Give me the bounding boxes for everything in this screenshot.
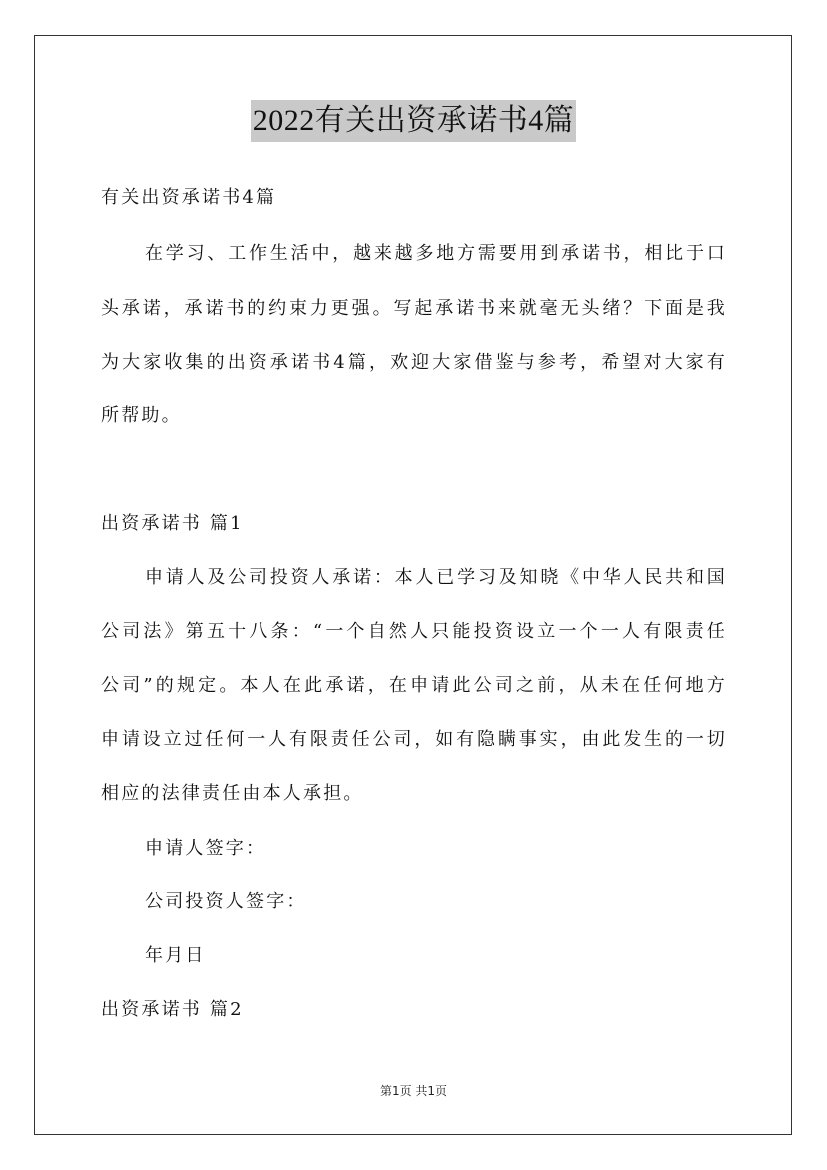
section1-line-2: 公司法》第五十八条：“一个自然人只能投资设立一个一人有限责任 [101, 621, 727, 642]
section2-heading: 出资承诺书 篇2 [101, 999, 244, 1020]
document-subtitle: 有关出资承诺书4篇 [101, 187, 277, 208]
section1-line-5: 相应的法律责任由本人承担。 [101, 783, 364, 804]
section1-line-1: 申请人及公司投资人承诺：本人已学习及知晓《中华人民共和国 [145, 567, 727, 588]
intro-line-4: 所帮助。 [101, 405, 182, 426]
date-line: 年月日 [145, 945, 206, 966]
page-footer: 第1页 共1页 [379, 1084, 448, 1098]
document-title: 2022有关出资承诺书4篇 [251, 100, 577, 142]
signature-applicant: 申请人签字： [145, 838, 267, 859]
intro-line-2: 头承诺，承诺书的约束力更强。写起承诺书来就毫无头绪？下面是我 [101, 298, 727, 319]
section1-line-3: 公司”的规定。本人在此承诺，在申请此公司之前，从未在任何地方 [101, 675, 727, 696]
section1-line-4: 申请设立过任何一人有限责任公司，如有隐瞒事实，由此发生的一切 [101, 729, 727, 750]
signature-investor: 公司投资人签字： [145, 891, 307, 912]
intro-line-3: 为大家收集的出资承诺书4篇，欢迎大家借鉴与参考，希望对大家有 [101, 352, 727, 373]
title-container [0, 100, 827, 142]
section1-heading: 出资承诺书 篇1 [101, 513, 244, 534]
intro-line-1: 在学习、工作生活中，越来越多地方需要用到承诺书，相比于口 [145, 243, 727, 264]
